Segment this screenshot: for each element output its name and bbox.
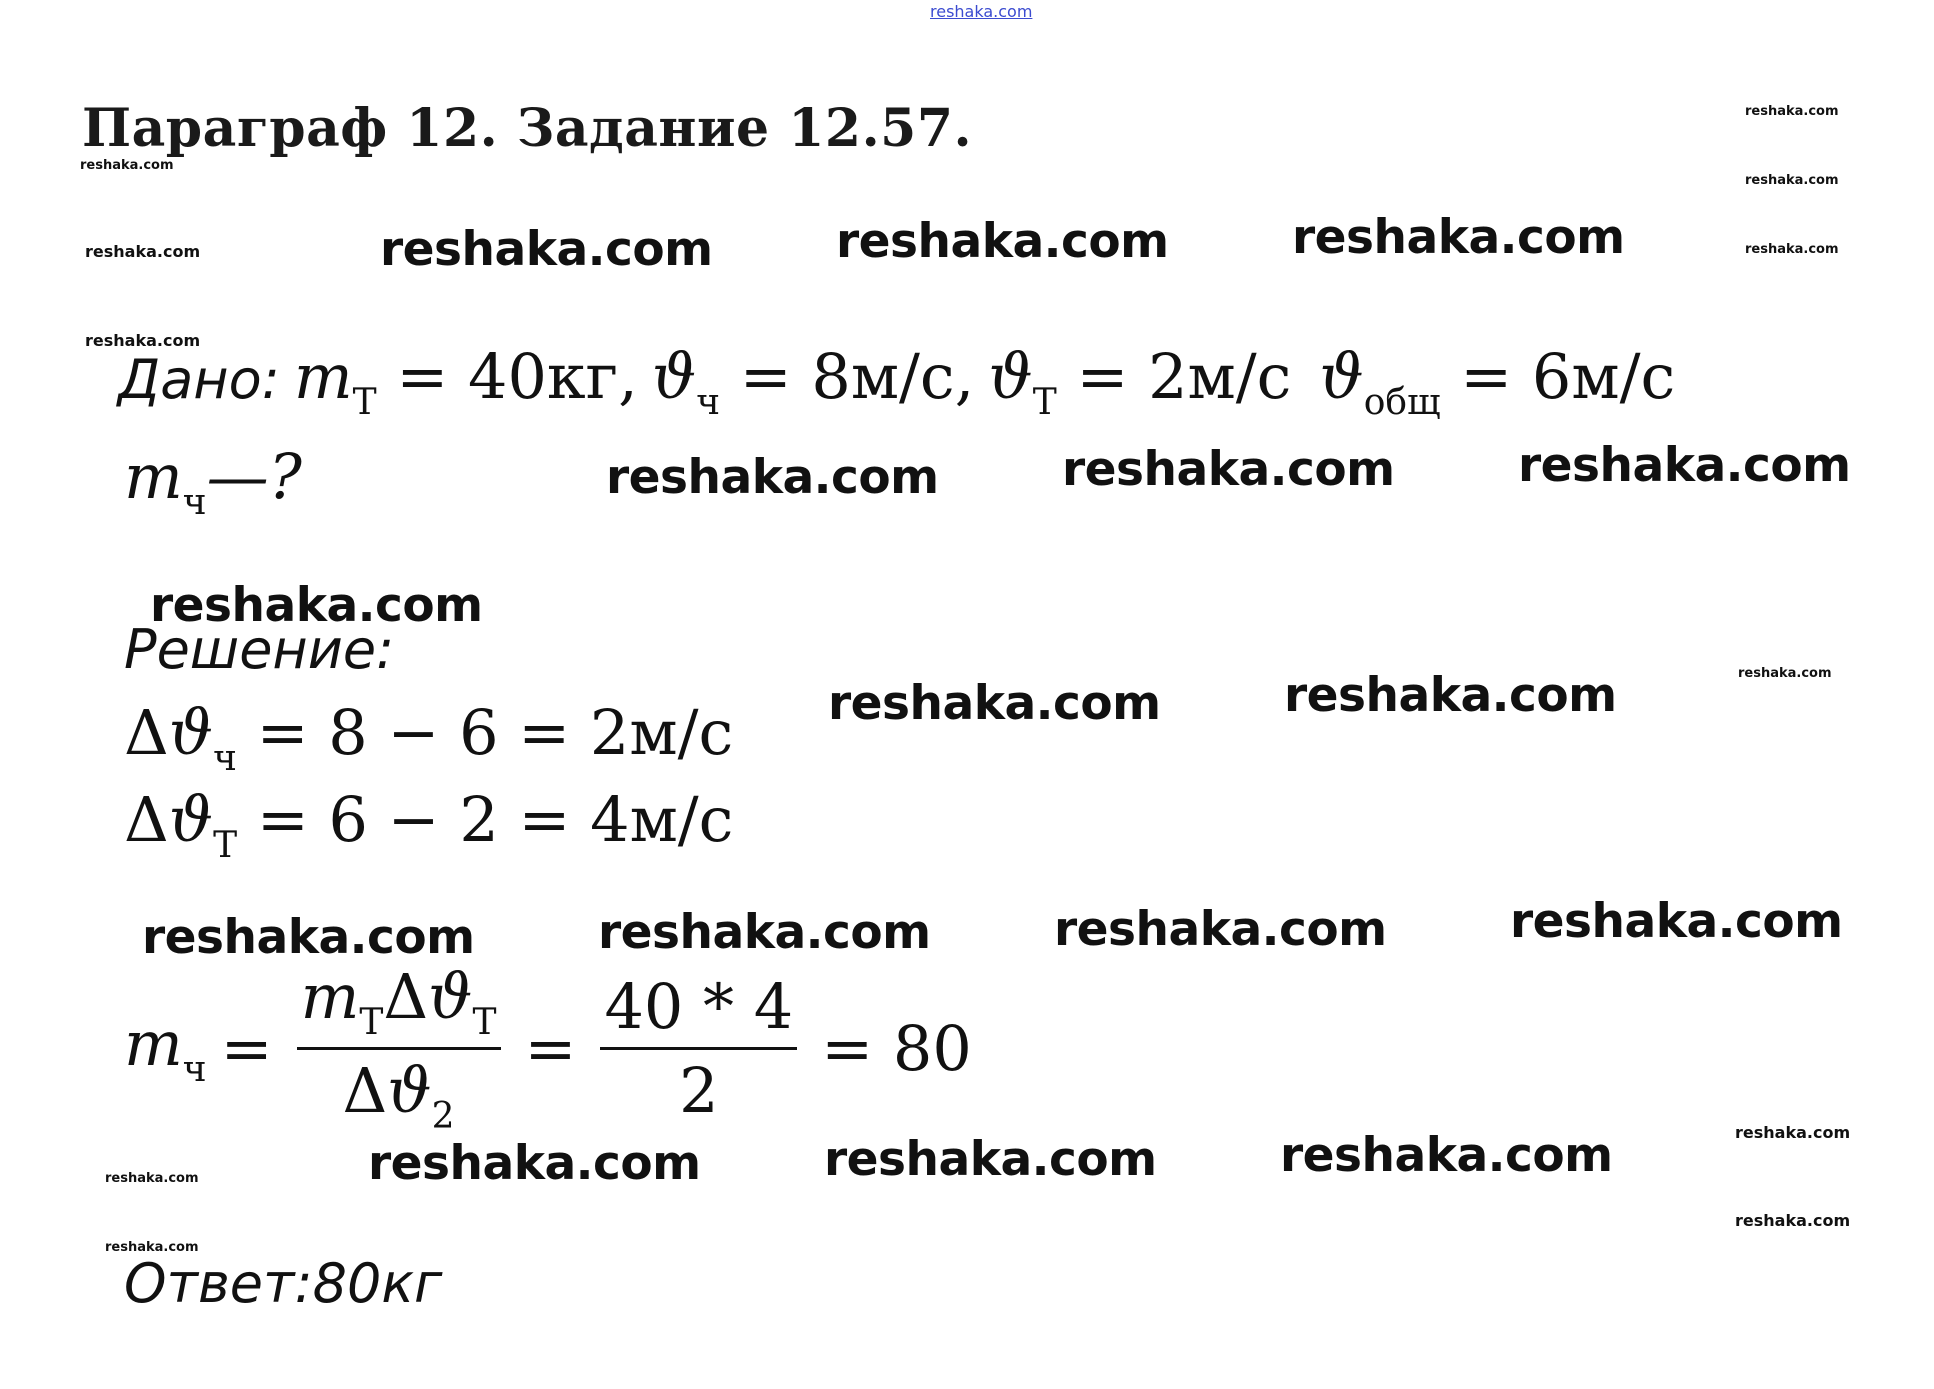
watermark: reshaka.com bbox=[824, 1132, 1157, 1187]
given-mass-t: $m_Т = 40кг$, bbox=[293, 340, 638, 423]
solution-line-1: $\Delta ϑ_ч = 8 - 6 = 2м/с$ bbox=[124, 696, 734, 779]
equals-sign: = bbox=[220, 1012, 273, 1085]
solution-label: Решение: bbox=[124, 618, 395, 681]
watermark: reshaka.com bbox=[80, 158, 174, 173]
watermark: reshaka.com bbox=[1735, 1123, 1851, 1142]
watermark: reshaka.com bbox=[1738, 666, 1832, 681]
watermark: reshaka.com bbox=[1745, 173, 1839, 188]
watermark: reshaka.com bbox=[85, 331, 201, 350]
mass-formula bbox=[124, 960, 972, 1137]
answer-label: Ответ:80кг bbox=[124, 1252, 443, 1315]
unknown-mass: $m_ч—$? bbox=[124, 440, 302, 523]
watermark: reshaka.com bbox=[105, 1171, 199, 1186]
watermark: reshaka.com bbox=[1745, 242, 1839, 257]
watermark: reshaka.com bbox=[368, 1136, 701, 1191]
page-title: Параграф 12. Задание 12.57. bbox=[82, 98, 973, 159]
watermark: reshaka.com bbox=[1745, 104, 1839, 119]
watermark: reshaka.com bbox=[836, 214, 1169, 269]
watermark: reshaka.com bbox=[598, 905, 931, 960]
watermark: reshaka.com bbox=[1518, 438, 1851, 493]
watermark: reshaka.com bbox=[1735, 1211, 1851, 1230]
watermark: reshaka.com bbox=[828, 676, 1161, 731]
fraction-symbolic: $\frac{m_Т\Delta ϑ_Т}{\Delta ϑ_2}$ bbox=[297, 960, 501, 1137]
watermark: reshaka.com bbox=[1280, 1128, 1613, 1183]
watermark: reshaka.com bbox=[1054, 902, 1387, 957]
formula-result: = 80 bbox=[821, 1012, 972, 1085]
fraction-numeric: $\frac{40 * 4}{2}$ bbox=[600, 970, 797, 1127]
watermark: reshaka.com bbox=[105, 1240, 199, 1255]
watermark: reshaka.com bbox=[606, 450, 939, 505]
watermark: reshaka.com bbox=[380, 222, 713, 277]
top-watermark-link[interactable]: reshaka.com bbox=[930, 2, 1033, 21]
given-velocity-ch: $ϑ_ч = 8м/с$, bbox=[651, 340, 975, 423]
given-line bbox=[118, 340, 1675, 423]
given-label: Дано: bbox=[118, 348, 280, 411]
watermark: reshaka.com bbox=[1292, 210, 1625, 265]
solution-line-2: $\Delta ϑ_Т = 6 - 2 = 4м/с$ bbox=[124, 783, 734, 866]
watermark: reshaka.com bbox=[142, 910, 475, 965]
watermark: reshaka.com bbox=[1510, 894, 1843, 949]
watermark: reshaka.com bbox=[1062, 442, 1395, 497]
watermark: reshaka.com bbox=[85, 242, 201, 261]
watermark: reshaka.com bbox=[1284, 668, 1617, 723]
given-velocity-t: $ϑ_Т = 2м/с$ bbox=[988, 340, 1292, 423]
equals-sign: = bbox=[524, 1012, 577, 1085]
formula-lhs: $m_ч$ bbox=[124, 1007, 207, 1090]
given-velocity-common: $ϑ_{общ} = 6м/с$ bbox=[1319, 340, 1676, 423]
watermark: reshaka.com bbox=[150, 578, 483, 633]
